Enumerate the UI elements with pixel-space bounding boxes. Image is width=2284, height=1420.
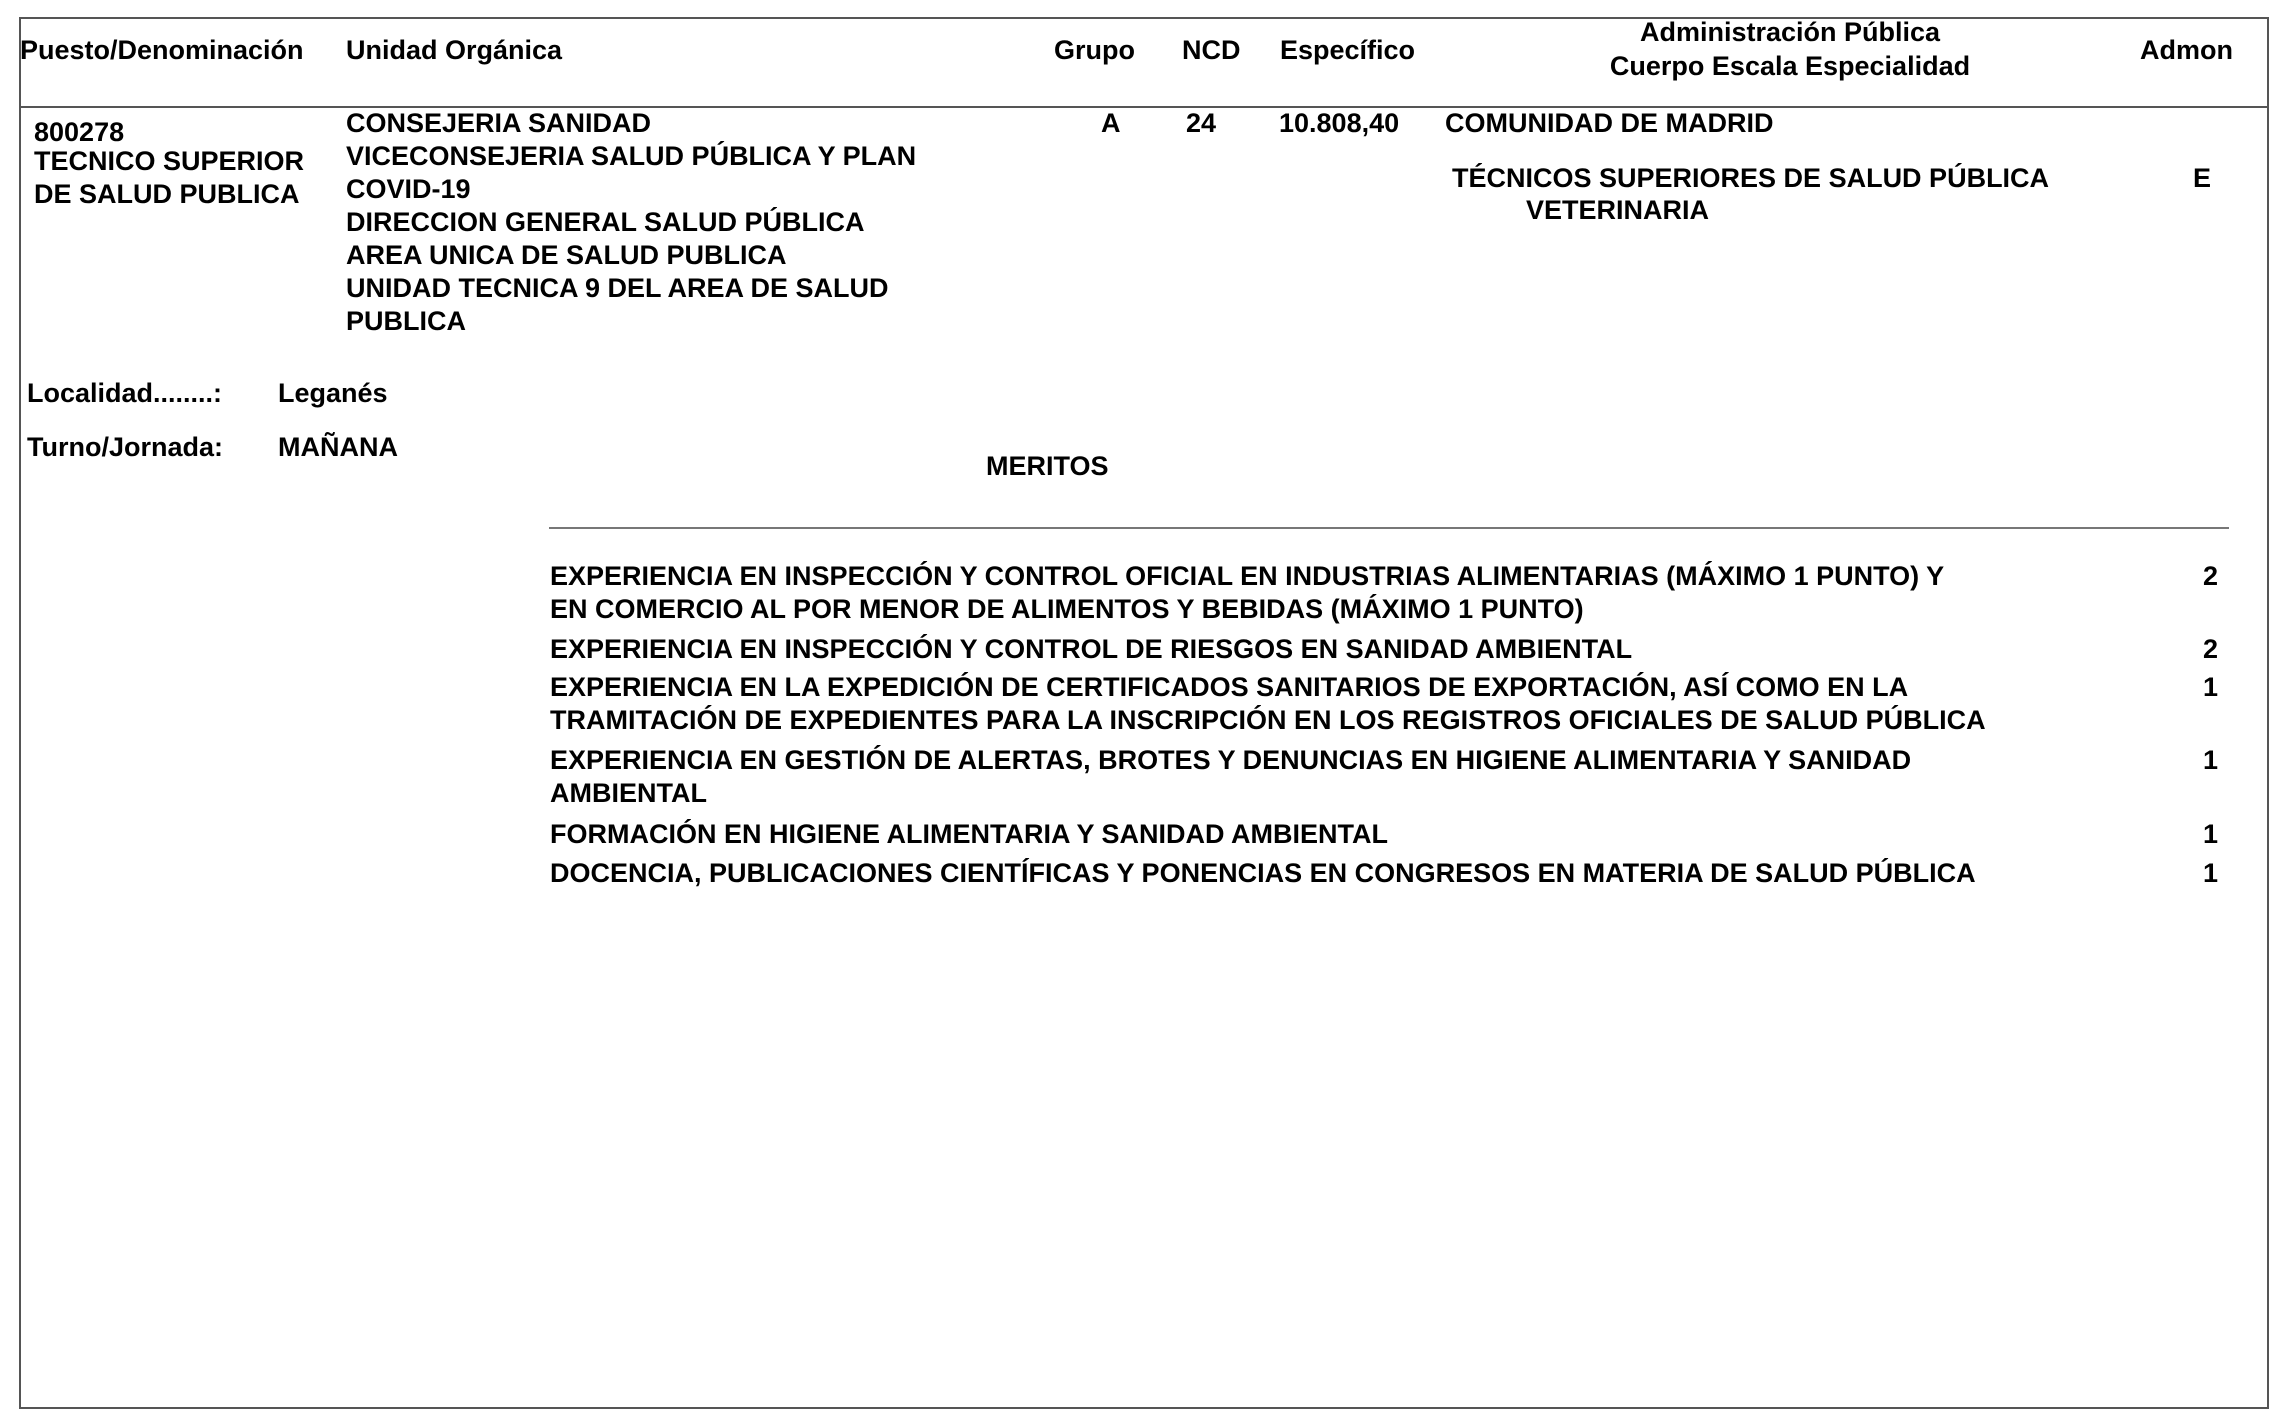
meritos-divider [549, 527, 2229, 529]
header-admon: Admon [2140, 35, 2233, 65]
merit-points: 1 [2202, 672, 2218, 702]
header-especifico: Específico [1280, 35, 1416, 65]
turno-label: Turno/Jornada: [27, 432, 224, 462]
unidad-line: UNIDAD TECNICA 9 DEL AREA DE SALUD [346, 273, 889, 303]
turno-value: MAÑANA [278, 432, 398, 462]
merit-text: EXPERIENCIA EN INSPECCIÓN Y CONTROL OFICIAL EN INDUSTRIAS ALIMENTARIAS (MÁXIMO 1 PUNTO) Y EN COMERCIO AL POR MENOR DE ALIMENTOS Y BEBIDAS (MÁXIMO 1 PUNTO) [550, 561, 1945, 624]
record-administracion: COMUNIDAD DE MADRID [1445, 108, 1774, 138]
record-admon: E [2193, 163, 2212, 193]
unidad-line: VICECONSEJERIA SALUD PÚBLICA Y PLAN [346, 141, 917, 171]
merit-text: EXPERIENCIA EN LA EXPEDICIÓN DE CERTIFICADOS SANITARIOS DE EXPORTACIÓN, ASÍ COMO EN LA TRAMITACIÓN DE EXPEDIENTES PARA LA INSCRIPCIÓN EN LOS REGISTROS OFICIALES DE SALUD PÚBLICA [550, 672, 1986, 735]
unidad-line: DIRECCION GENERAL SALUD PÚBLICA [346, 207, 865, 237]
merit-points: 1 [2202, 819, 2218, 849]
record-ncd: 24 [1186, 108, 1217, 138]
header-grupo: Grupo [1054, 35, 1135, 65]
merit-points: 2 [2202, 634, 2218, 664]
merit-points: 2 [2202, 561, 2218, 591]
meritos-title: MERITOS [986, 451, 1109, 481]
localidad-label: Localidad........: [27, 378, 223, 408]
unidad-line: AREA UNICA DE SALUD PUBLICA [346, 240, 787, 270]
header-ncd: NCD [1182, 35, 1241, 65]
header-puesto: Puesto/Denominación [20, 35, 304, 65]
record-especialidad: VETERINARIA [1526, 195, 1710, 225]
record-especifico: 10.808,40 [1279, 108, 1400, 138]
unidad-line: COVID-19 [346, 174, 471, 204]
merit-points: 1 [2202, 858, 2218, 888]
header-administracion: Administración Pública [1639, 17, 1941, 47]
header-cuerpo-escala: Cuerpo Escala Especialidad [1609, 51, 1971, 81]
merit-points: 1 [2202, 745, 2218, 775]
record-code: 800278 [34, 117, 125, 147]
merit-text: EXPERIENCIA EN INSPECCIÓN Y CONTROL DE RIESGOS EN SANIDAD AMBIENTAL [550, 634, 1633, 664]
merit-text: EXPERIENCIA EN GESTIÓN DE ALERTAS, BROTES Y DENUNCIAS EN HIGIENE ALIMENTARIA Y SANIDAD AMBIENTAL [550, 745, 1912, 808]
unidad-line: CONSEJERIA SANIDAD [346, 108, 652, 138]
merit-text: DOCENCIA, PUBLICACIONES CIENTÍFICAS Y PONENCIAS EN CONGRESOS EN MATERIA DE SALUD PÚBLICA [550, 858, 1976, 888]
localidad-value: Leganés [278, 378, 388, 408]
record-denominacion-2: DE SALUD PUBLICA [34, 179, 300, 209]
merit-text: FORMACIÓN EN HIGIENE ALIMENTARIA Y SANIDAD AMBIENTAL [550, 819, 1389, 849]
unidad-line: PUBLICA [346, 306, 466, 336]
record-denominacion-1: TECNICO SUPERIOR [34, 146, 305, 176]
record-grupo: A [1101, 108, 1121, 138]
record-cuerpo: TÉCNICOS SUPERIORES DE SALUD PÚBLICA [1452, 163, 2050, 193]
header-unidad: Unidad Orgánica [346, 35, 563, 65]
